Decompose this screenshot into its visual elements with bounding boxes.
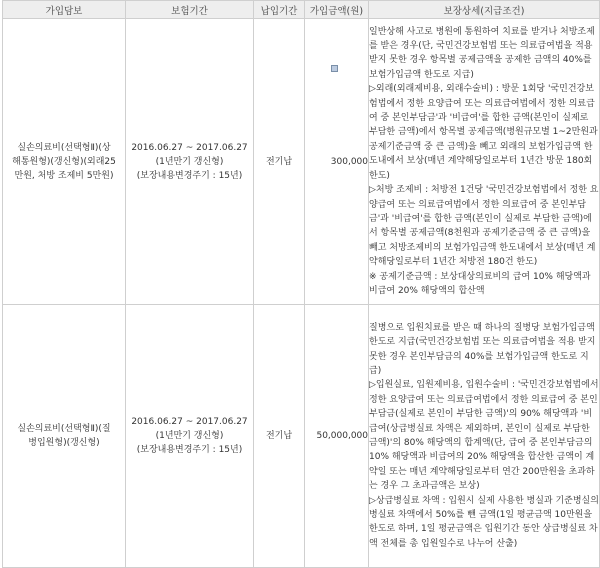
- coverage-amount-cell: [305, 305, 369, 568]
- detail-paragraph: ▷처방 조제비 : 처방전 1건당 '국민건강보험법에서 정한 요양급여 또는 의료급여법에서 정한 의료급여 중 본인부담금'과 '비급여'를 합한 금액(본인이 실제로 부담한 금액)에서 항목별 공제금액(8천원과 공제기준금액 중 큰 금액)을 빼고 처방조제비의 보험가입금액 한도내에서 보상(매년 계약해당일로부터 1년간 처방전 180건 한도): [369, 185, 599, 268]
- table-row: [3, 19, 600, 305]
- detail-paragraph: ▷입원실료, 입원제비용, 입원수술비 : '국민건강보험법에서 정한 요양급여 또는 의료급여법에서 정한 의료급여 중 본인부담금(실제로 본인이 부담한 금액)'의 90% 해당액과 '비급여(상급병실료 차액은 제외하며, 본인이 실제로 부담한 금액)'의 80% 해당액의 합계액(단, 급여 중 본인부담금의 10% 해당액과 비급여의 20% 해당액을 합산한 금액이 계약일 또는 매년 계약해당일로부터 연간 200만원을 초과하는 경우 그 초과금액은 보상): [369, 380, 599, 492]
- header-coverage: 가입담보: [3, 1, 126, 19]
- header-details: 보장상세(지급조건): [369, 1, 600, 19]
- insurance-period: 2016.06.27 ~ 2017.06.27 (1년만기 갱신형) (보장내용변경주기 : 15년): [126, 19, 254, 305]
- detail-paragraph: ▷외래(외래제비용, 외래수술비) : 방문 1회당 '국민건강보험법에서 정한 요양급여 또는 의료급여법에서 정한 의료급여 중 본인부담금'과 '비급여'를 합한 금액(본인이 실제로 부담한 금액)에서 항목별 공제금액(병원규모별 1~2만원과 공제기준금액 중 큰 금액)을 빼고 외래의 보험가입금액 한도내에서 보상(매년 계약해당일로부터 1년간 방문 180회 한도): [369, 84, 598, 181]
- table-row: [3, 305, 600, 568]
- detail-paragraph: 질병으로 입원치료를 받은 때 하나의 질병당 보험가입금액 한도로 지급(국민건강보험법 또는 의료급여법을 적용 받지 못한 경우 본인부담금의 40%를 보험가입금액 한도로 지급): [369, 322, 596, 376]
- header-amount: 가입금액(원): [305, 1, 369, 19]
- coverage-amount: 300,000: [330, 156, 368, 167]
- coverage-name: 실손의료비(선택형Ⅱ)(질 병입원형)(갱신형): [3, 305, 126, 568]
- note-icon[interactable]: [331, 65, 338, 72]
- payment-period: 전기납: [254, 19, 305, 305]
- detail-paragraph: ※ 공제기준금액 : 보상대상의료비의 급여 10% 해당액과 비급여 20% 해당액의 합산액: [369, 271, 591, 296]
- coverage-table: [2, 0, 600, 568]
- coverage-amount: 50,000,000: [316, 431, 368, 441]
- header-period: 보험기간: [126, 1, 254, 19]
- detail-paragraph: 일반상해 사고로 병원에 통원하여 치료를 받거나 처방조제를 받은 경우(단, 국민건강보험법 또는 의료급여법을 적용 받지 못한 경우 항목별 공제금액을 공제한 금액의 40%를 보험가입금액 한도로 지급): [369, 26, 595, 80]
- detail-paragraph: ▷상급병실료 차액 : 입원시 실제 사용한 병실과 기준병실의 병실료 차액에서 50%를 뺀 금액(1일 평균금액 10만원을 한도로 하며, 1일 평균금액은 입원기간 동안 상급병실료 차액 전체를 총 입원일수로 나누어 산출): [369, 495, 599, 549]
- table-header-row: [3, 1, 600, 19]
- coverage-details: [369, 305, 600, 568]
- header-payment: 납입기간: [254, 1, 305, 19]
- coverage-details: [369, 19, 600, 305]
- coverage-name: 실손의료비(선택형Ⅱ)(상 해통원형)(갱신형)(외래25 만원, 처방 조제비 5만원): [3, 19, 126, 305]
- insurance-period: 2016.06.27 ~ 2017.06.27 (1년만기 갱신형) (보장내용변경주기 : 15년): [126, 305, 254, 568]
- payment-period: 전기납: [254, 305, 305, 568]
- coverage-amount-cell: [305, 19, 369, 305]
